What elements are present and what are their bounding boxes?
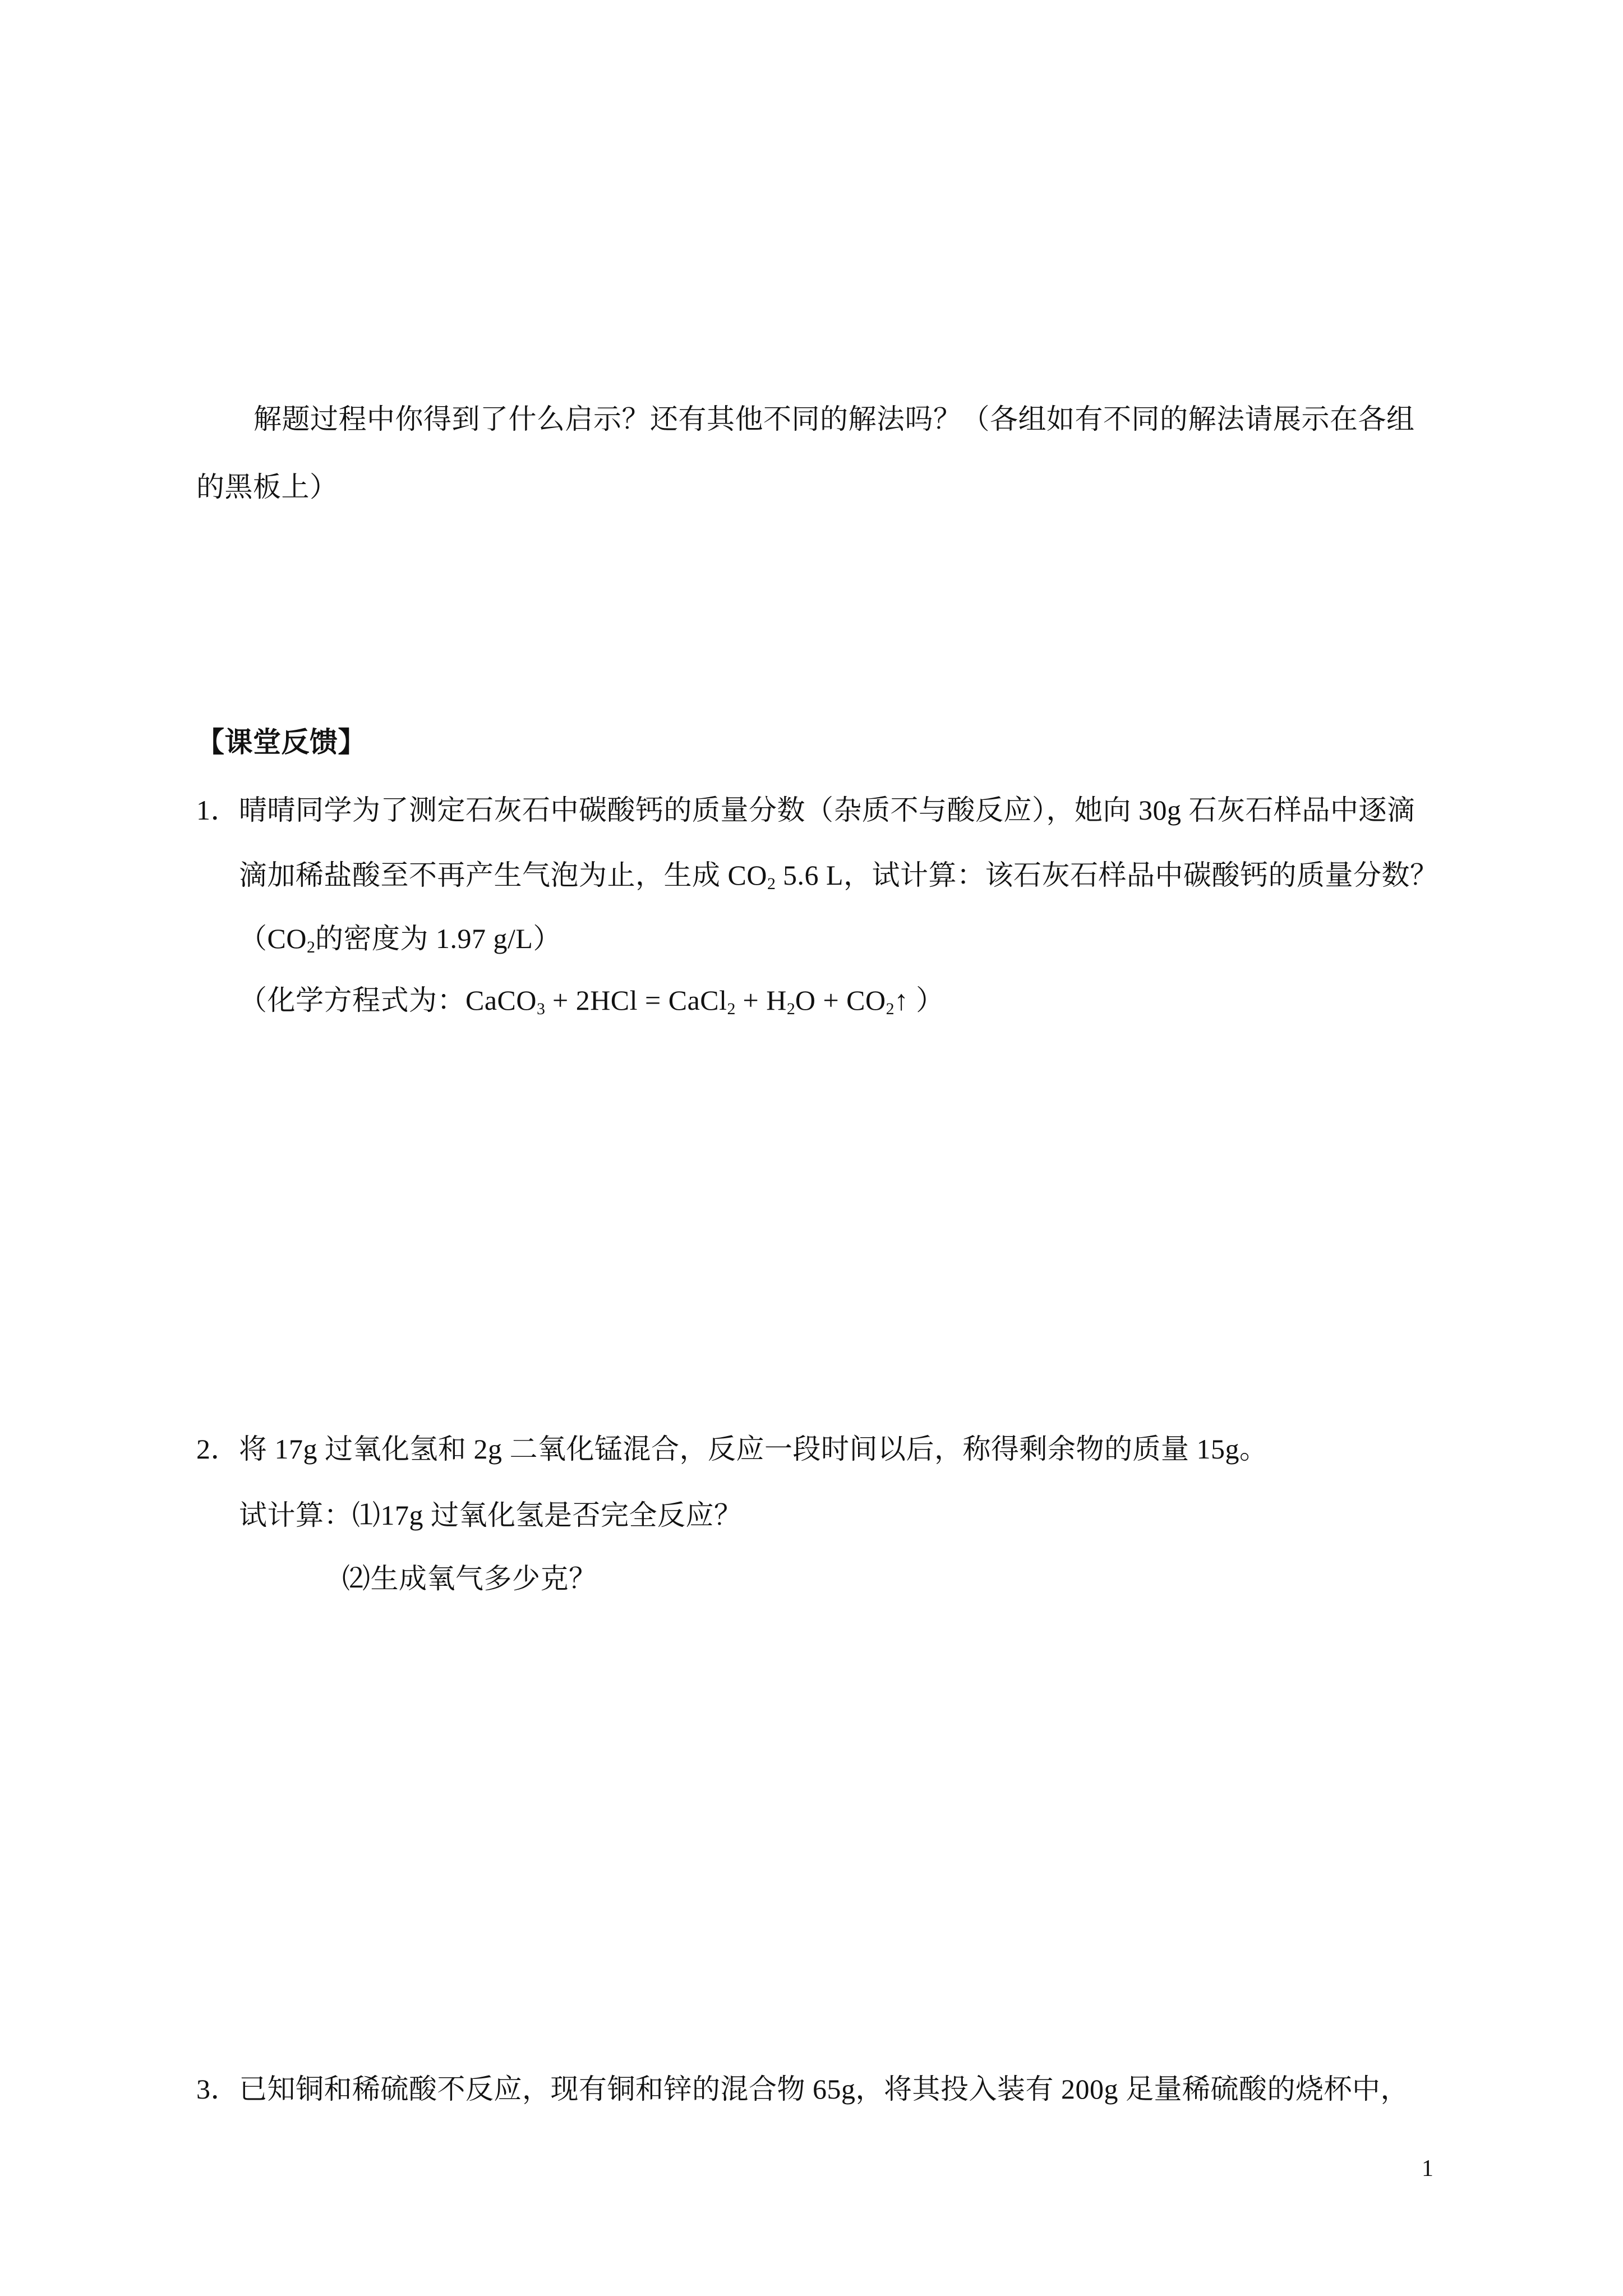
question-2-text-3: ⑵生成氧气多少克？ bbox=[342, 1563, 597, 1594]
equation-part: ↑ ） bbox=[894, 984, 944, 1016]
question-3-text-1: 已知铜和稀硫酸不反应，现有铜和锌的混合物 65g，将其投入装有 200g 足量稀硫酸的烧杯中， bbox=[239, 2073, 1409, 2105]
question-2-line-3 bbox=[342, 1562, 1623, 1595]
question-1-line-3 bbox=[239, 922, 1529, 955]
reflection-line-2 bbox=[196, 470, 1486, 504]
reflection-text-1: 解题过程中你得到了什么启示？还有其他不同的解法吗？（各组如有不同的解法请展示在各组 bbox=[253, 403, 1415, 435]
question-1-text-3a: （CO bbox=[239, 923, 307, 954]
equation-part: + H bbox=[735, 984, 787, 1016]
question-2-number: 2． bbox=[196, 1433, 239, 1465]
question-2-text-2: 试计算：⑴17g 过氧化氢是否完全反应？ bbox=[239, 1499, 743, 1531]
section-heading-text: 【课堂反馈】 bbox=[196, 726, 366, 758]
question-2-line-1 bbox=[196, 1432, 1486, 1466]
question-1-line-2 bbox=[239, 858, 1529, 892]
question-1-equation bbox=[239, 983, 1529, 1017]
question-2-line-2 bbox=[239, 1498, 1529, 1532]
page-number: 1 bbox=[1422, 2156, 1434, 2182]
reflection-line-1 bbox=[253, 402, 1543, 436]
question-1-text-3b: 的密度为 1.97 g/L） bbox=[315, 923, 561, 954]
co2-subscript: 2 bbox=[306, 938, 315, 955]
reflection-text-2: 的黑板上） bbox=[196, 471, 338, 503]
section-heading bbox=[196, 725, 1486, 759]
h2o-subscript: 2 bbox=[786, 1000, 795, 1017]
co2-subscript: 2 bbox=[767, 875, 776, 892]
question-1-text-2b: 5.6 L，试计算：该石灰石样品中碳酸钙的质量分数？ bbox=[775, 859, 1438, 891]
question-1-number: 1． bbox=[196, 794, 239, 826]
question-1-text-1: 晴晴同学为了测定石灰石中碳酸钙的质量分数（杂质不与酸反应），她向 30g 石灰石样品中逐滴 bbox=[239, 794, 1415, 826]
equation-part: O + CO bbox=[795, 984, 886, 1016]
cacl2-subscript: 2 bbox=[727, 1000, 736, 1017]
co2-subscript: 2 bbox=[886, 1000, 895, 1017]
question-3-line-1 bbox=[196, 2072, 1486, 2106]
equation-part: + 2HCl = CaCl bbox=[545, 984, 727, 1016]
equation-part: （化学方程式为：CaCO bbox=[239, 984, 537, 1016]
question-2-text-1: 将 17g 过氧化氢和 2g 二氧化锰混合，反应一段时间以后，称得剩余物的质量 15g。 bbox=[239, 1433, 1268, 1465]
question-1-text-2a: 滴加稀盐酸至不再产生气泡为止，生成 CO bbox=[239, 859, 767, 891]
caco3-subscript: 3 bbox=[537, 1000, 545, 1017]
question-3-number: 3． bbox=[196, 2073, 239, 2105]
question-1-line-1 bbox=[196, 793, 1486, 827]
